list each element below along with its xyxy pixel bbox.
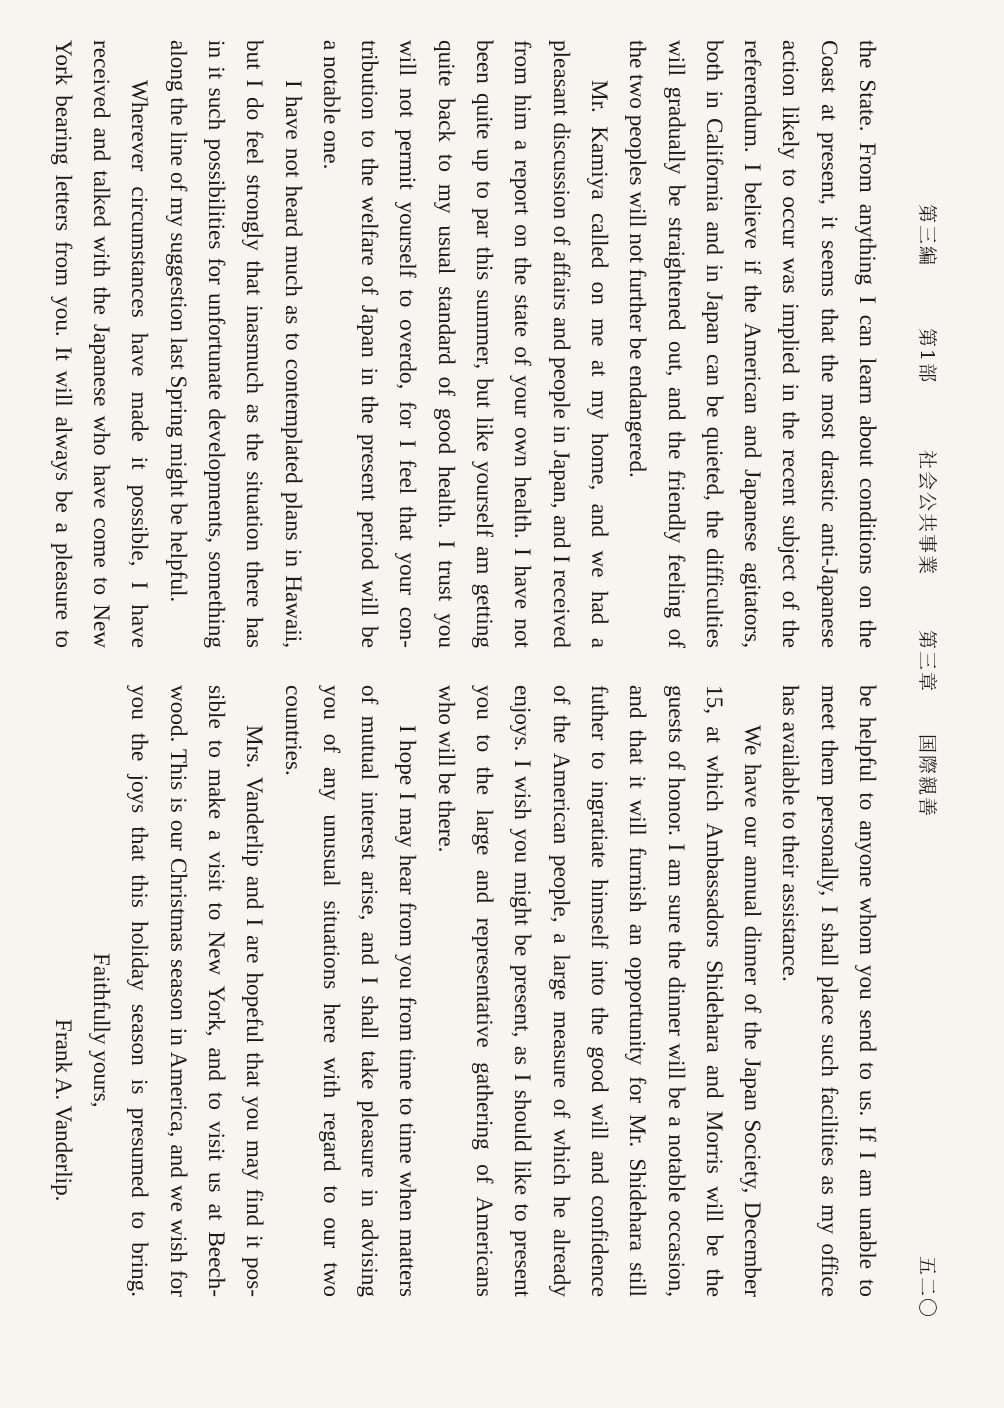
- text-line: a notable one.: [317, 40, 344, 170]
- text-line: you of any unusual situations here with regard to our two: [317, 685, 344, 1297]
- text-line: 15, at which Ambassadors Shidehara and Morris will be the: [700, 685, 727, 1297]
- signature-name: Frank A. Vanderlip.: [49, 1019, 76, 1202]
- text-line: enjoys. I wish you might be present, as I should like to present: [509, 685, 536, 1297]
- text-line: countries.: [279, 685, 306, 776]
- text-line: the State. From anything I can learn about conditions on the: [854, 40, 880, 648]
- text-line: received and talked with the Japanese who have come to New: [88, 40, 115, 648]
- text-line: guests of honor. I am sure the dinner will be a notable occasion,: [662, 685, 689, 1297]
- text-line: you to the large and representative gathering of Americans: [471, 685, 498, 1297]
- text-line: be helpful to anyone whom you send to us. If I am unable to: [854, 685, 880, 1297]
- text-line: referendum. I believe if the American and Japanese agitators,: [739, 40, 766, 648]
- text-line: and that it will furnish an opportunity for Mr. Shidehara still: [624, 685, 651, 1297]
- text-line: who will be there.: [432, 685, 459, 853]
- text-line: both in California and in Japan can be quieted, the difficulties: [700, 40, 727, 648]
- text-line: in it such possibilities for unfortunate developments, something: [202, 40, 229, 648]
- text-line: along the line of my suggestion last Spring might be helpful.: [164, 40, 191, 603]
- text-line: Wherever circumstances have made it possible, I have: [126, 80, 153, 648]
- text-line: Mr. Kamiya called on me at my home, and we had a: [585, 80, 612, 648]
- letter-column-right: [43, 685, 886, 1297]
- header-chapter: 第三章: [916, 630, 938, 694]
- text-line: futher to ingratiate himself into the good will and confidence: [585, 685, 612, 1297]
- text-line: I have not heard much as to contemplated plans in Hawaii,: [279, 80, 306, 648]
- text-line: We have our annual dinner of the Japan Society, December: [739, 725, 766, 1297]
- header-chapter-title: 国際親善: [916, 734, 938, 819]
- text-line: but I do feel strongly that inasmuch as the situation there has: [241, 40, 268, 648]
- text-line: Coast at present, it seems that the most drastic anti-Japanese: [815, 40, 842, 648]
- text-line: York bearing letters from you. It will always be a pleasure to: [49, 40, 76, 648]
- running-header: [912, 120, 942, 1320]
- letter-column-left: [43, 40, 886, 648]
- text-line: you the joys that this holiday season is presumed to bring.: [126, 685, 153, 1297]
- text-line: the two peoples will not further be endangered.: [624, 40, 651, 478]
- text-line: will gradually be straightened out, and the friendly feeling of: [662, 40, 689, 648]
- text-line: tribution to the welfare of Japan in the present period will be: [356, 40, 383, 648]
- header-subject: 社会公共事業: [916, 450, 938, 577]
- text-line: from him a report on the state of your own health. I have not: [509, 40, 536, 648]
- header-section: 第1部: [916, 328, 938, 385]
- text-line: pleasant discussion of affairs and people in Japan, and I received: [547, 40, 574, 648]
- text-line: quite back to my usual standard of good health. I trust you: [432, 40, 459, 648]
- text-line: Mrs. Vanderlip and I are hopeful that you may find it pos-: [241, 725, 268, 1297]
- text-line: sible to make a visit to New York, and to visit us at Beech-: [202, 685, 229, 1297]
- text-line: been quite up to par this summer, but like yourself am getting: [471, 40, 498, 648]
- text-line: of the American people, a large measure of which he already: [547, 685, 574, 1297]
- text-line: meet them personally, I shall place such facilities as my office: [815, 685, 842, 1297]
- page-number: 五二〇: [916, 1256, 938, 1320]
- text-line: action likely to occur was implied in the recent subject of the: [777, 40, 804, 648]
- closing-salutation: Faithfully yours,: [88, 953, 115, 1108]
- header-part: 第三編: [916, 204, 938, 268]
- text-line: wood. This is our Christmas season in America, and we wish for: [164, 685, 191, 1297]
- text-line: of mutual interest arise, and I shall take pleasure in advising: [356, 685, 383, 1297]
- text-line: has available to their assistance.: [777, 685, 804, 982]
- text-line: will not permit yourself to overdo, for I feel that your con-: [394, 40, 421, 648]
- text-line: I hope I may hear from you from time to time when matters: [394, 725, 421, 1297]
